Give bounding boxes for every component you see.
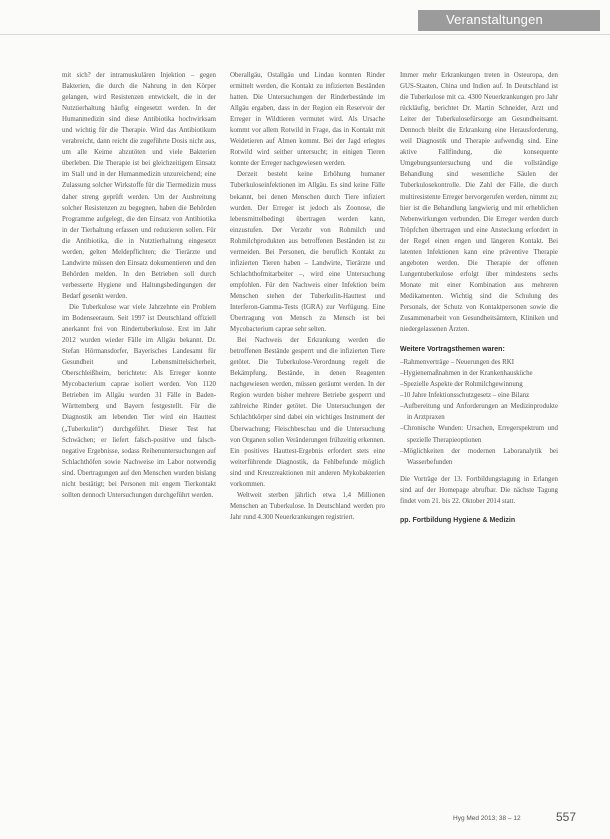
header-rule xyxy=(0,34,610,35)
signature: pp. Fortbildung Hygiene & Medizin xyxy=(400,516,516,524)
list-item: – 10 Jahre Infektionsschutzgesetz – eine Bilanz xyxy=(400,390,558,401)
text-column-2 xyxy=(230,70,385,523)
list-item: – Hygienemaßnahmen in der Krankenhausküche xyxy=(400,368,558,379)
list-item: – Rahmenverträge – Neuerungen des RKI xyxy=(400,357,558,368)
page-footer xyxy=(0,801,610,831)
paragraph: Weltweit sterben jährlich etwa 1,4 Millionen Menschen an Tuberkulose. In Deutschland werden pro Jahr rund 4.300 Neuerkrankungen registriert. xyxy=(230,491,385,521)
journal-citation: Hyg Med 2013; 38 – 12 xyxy=(453,815,521,822)
paragraph: Die Tuberkulose war viele Jahrzehnte ein Problem im Bodenseeraum. Seit 1997 ist Deutschland offiziell anerkannt frei von Rindertuberkulose. Erst im Jahr 2012 wurden wieder Fälle im Allgäu bekannt. Dr. Stefan Hörmansdorfer, Bayerisches Landesamt für Gesundheit und Lebensmittelsicherheit, Oberschleißheim, berichtete: Als Erreger konnte Mycobacterium caprae isoliert werden. Von 1120 Betrieben im Allgäu wurden 31 Fälle in Baden-Württemberg und Bayern festgestellt. Für die Diagnostik am lebenden Tier wird ein Hauttest („Tuberkulin“) durchgeführt. Dieser Test hat Schwächen; er liefert falsch-positive und falsch-negative Ergebnisse, sodass Reihenuntersuchungen auf Schlachthöfen sowie Nachweise im Labor notwendig sind. Übertragungen auf den Menschen wurden bislang nicht bestätigt; bei Personen mit engem Tierkontakt sollten dennoch Untersuchungen durchgeführt werden. xyxy=(62,303,216,499)
section-title: Veranstaltungen xyxy=(446,12,543,27)
subheading: Weitere Vortragsthemen waren: xyxy=(400,346,505,354)
list-item: – Spezielle Aspekte der Rohmilchgewinnung xyxy=(400,379,558,390)
paragraph: Immer mehr Erkrankungen treten in Osteuropa, den GUS-Staaten, China und Indien auf. In Deutschland ist die Tuberkulose mit ca. 4300 Neuerkrankungen pro Jahr rückläufig, berichtet Dr. Martin Schneider, Arzt und Leiter der Tuberkulosefürsorge am Gesundheitsamt. Dennoch bleibt die Erkrankung eine Herausforderung, weil Diagnostik und Therapie aufwendig sind. Eine aktive Fallfindung, die konsequente Umgebungsuntersuchung und die vollständige Behandlung sind wesentliche Säulen der Tuberkulosekontrolle. Die Zahl der Fälle, die durch multiresistente Erreger hervorgerufen werden, nimmt zu; hier ist die Behandlung langwierig und mit erheblichen Nebenwirkungen verbunden. Die Erreger werden durch Tröpfchen übertragen und eine Ansteckung erfordert in der Regel einen engen und längeren Kontakt. Bei latenten Infektionen kann eine präventive Therapie angeboten werden. Die Therapie der offenen Lungentuberkulose erfolgt über mindestens sechs Monate mit einer Kombination aus mehreren Medikamenten. Wichtig sind die Schulung des Personals, der Schutz von Kontaktpersonen sowie die Zusammenarbeit von Gesundheitsämtern, Kliniken und niedergelassenen Ärzten. xyxy=(400,72,558,334)
paragraph: Derzeit besteht keine Erhöhung humaner Tuberkuloseinfektionen im Allgäu. Es sind keine Fälle bekannt, bei denen Menschen durch Tiere infiziert wurden. Der Erreger ist jedoch als Zoonose, die lebensmittelbedingt übertragen werden kann, einzustufen. Der Verzehr von Rohmilch und Rohmilchprodukten aus betroffenen Beständen ist zu vermeiden. Bei Personen, die beruflich Kontakt zu infizierten Tieren haben – Landwirte, Tierärzte und Schlachthofmitarbeiter –, wird eine Untersuchung empfohlen. Für den Nachweis einer Infektion beim Menschen stehen der Tuberkulin-Hauttest und Interferon-Gamma-Tests (IGRA) zur Verfügung. Eine Übertragung von Mensch zu Mensch ist bei Mycobacterium caprae sehr selten. xyxy=(230,171,385,334)
topic-list xyxy=(400,357,558,467)
closing-paragraph: Die Vorträge der 13. Fortbildungstagung in Erlangen sind auf der Homepage abrufbar. Die nächste Tagung findet vom 21. bis 22. Oktober 2014 statt. xyxy=(400,475,558,505)
list-item: – Möglichkeiten der modernen Laboranalytik bei Wasserbefunden xyxy=(400,446,558,468)
text-column-3 xyxy=(400,70,558,526)
list-item: – Chronische Wunden: Ursachen, Erregerspektrum und spezielle Therapieoptionen xyxy=(400,423,558,445)
text-column-1 xyxy=(62,70,216,501)
page-number: 557 xyxy=(556,810,577,824)
list-item: – Aufbereitung und Anforderungen an Medizinprodukte in Arztpraxen xyxy=(400,401,558,423)
paragraph: Oberallgäu, Ostallgäu und Lindau konnten Rinder ermittelt werden, die Kontakt zu infizierten Beständen hatten. Die Untersuchungen der Rinderbestände im Allgäu ergaben, dass in der Region ein Reservoir der Erreger in Wildtieren vermutet wird. Als Ursache kommt vor allem Rotwild in Frage, das in Kontakt mit Weidetieren auf Almen kommt. Bei der Jagd erlegtes Rotwild wird seither untersucht; in einigen Tieren konnte der Erreger nachgewiesen werden. xyxy=(230,72,385,168)
paragraph: Bei Nachweis der Erkrankung werden die betroffenen Bestände gesperrt und die infizierten Tiere getötet. Die Tuberkulose-Verordnung regelt die Bekämpfung. Bestände, in denen Reagenten nachgewiesen werden, müssen geräumt werden. In der Region wurden bisher mehrere Betriebe gesperrt und zahlreiche Rinder getötet. Die Untersuchungen der Schlachtkörper sind dabei ein wichtiges Instrument der Überwachung; Fleischbeschau und die Untersuchung von Organen sollen Veränderungen frühzeitig erkennen. Ein positives Hauttest-Ergebnis erfordert stets eine weiterführende Diagnostik, da Fehlbefunde möglich sind und Kreuzreaktionen mit anderen Mykobakterien vorkommen. xyxy=(230,337,385,488)
paragraph: mit sich? der intramuskulären Injektion – gegen Bakterien, die durch die Nahrung in den Körper gelangen, wird Resistenzen entwickelt, die in der Nutztierhaltung häufig eingesetzt werden. In der Humanmedizin sind diese Antibiotika hochwirksam und wichtig für die Therapie. Wird das Antibiotikum verabreicht, dann reicht die zugeführte Dosis nicht aus, um alle Keime abzutöten und viele Bakterien überleben. Die Therapie ist bei gleichzeitigem Einsatz im Stall und in der Humanmedizin unzureichend; eine Zulassung solcher Wirkstoffe für die Tiermedizin muss daher streng geprüft werden. Um der Ausbreitung solcher Resistenzen zu begegnen, haben die Behörden Programme aufgelegt, die den Einsatz von Antibiotika in der Tierhaltung erfassen und reduzieren sollen. Für die Antibiotika, die in Nutztierhaltung eingesetzt werden, gelten Meldepflichten; die Tierärzte und Landwirte müssen den Einsatz dokumentieren und den Behörden melden. In den Betrieben soll durch verbesserte Hygiene und Haltungsbedingungen der Bedarf gesenkt werden. xyxy=(62,72,216,300)
page-header xyxy=(0,0,610,36)
